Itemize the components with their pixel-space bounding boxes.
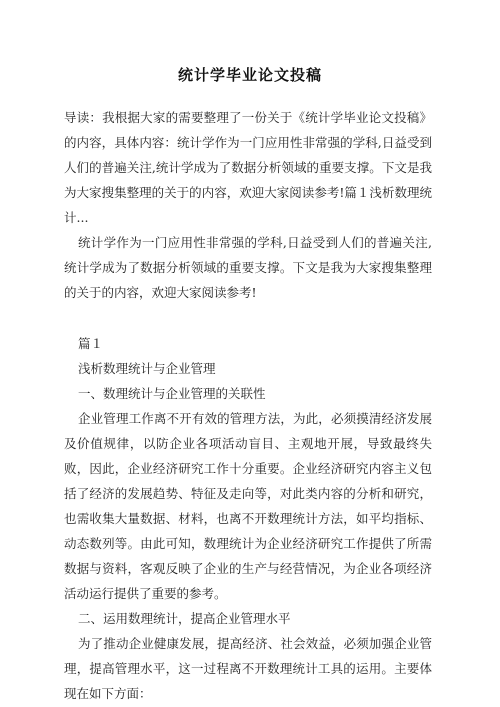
section-heading-2: 二、运用数理统计，提高企业管理水平 bbox=[78, 611, 291, 626]
section-label: 篇１ bbox=[78, 336, 104, 351]
document-title: 统计学毕业论文投稿 bbox=[177, 66, 322, 84]
body-paragraph-1: 企业管理工作离不开有效的管理方法，为此，必须摸清经济发展及价值规律，以防企业各项活动盲目、主观地开展，导致最终失败，因此，企业经济研究工作十分重要。企业经济研究内容主义包括了经济的发展趋势、特征及走向等，对此类内容的分析和研究，也需收集大量数据、材料，也离不开数理统计方法，如平均指标、动态数列等。由此可知，数理统计为企业经济研究工作提供了所需数据与资料，客观反映了企业的生产与经营情况，为企业各项经济活动运行提供了重要的参考。 bbox=[64, 411, 432, 601]
article-title: 浅析数理统计与企业管理 bbox=[78, 361, 216, 376]
body-paragraph-2: 为了推动企业健康发展，提高经济、社会效益，必须加强企业管理，提高管理水平，这一过程离不开数理统计工具的运用。主要体现在如下方面： bbox=[64, 636, 432, 701]
section-heading-1: 一、数理统计与企业管理的关联性 bbox=[78, 386, 266, 401]
intro-paragraph: 导读：我根据大家的需要整理了一份关于《统计学毕业论文投稿》的内容，具体内容：统计学作为一门应用性非常强的学科,日益受到人们的普遍关注,统计学成为了数据分析领域的重要支撑。下文是我为大家搜集整理的关于的内容，欢迎大家阅读参考!篇１浅析数理统计... bbox=[64, 110, 432, 225]
document-body bbox=[64, 105, 432, 706]
paragraph-spacer bbox=[64, 305, 432, 331]
lead-paragraph: 统计学作为一门应用性非常强的学科,日益受到人们的普遍关注,统计学成为了数据分析领域的重要支撑。下文是我为大家搜集整理的关于的内容，欢迎大家阅读参考! bbox=[64, 235, 432, 300]
